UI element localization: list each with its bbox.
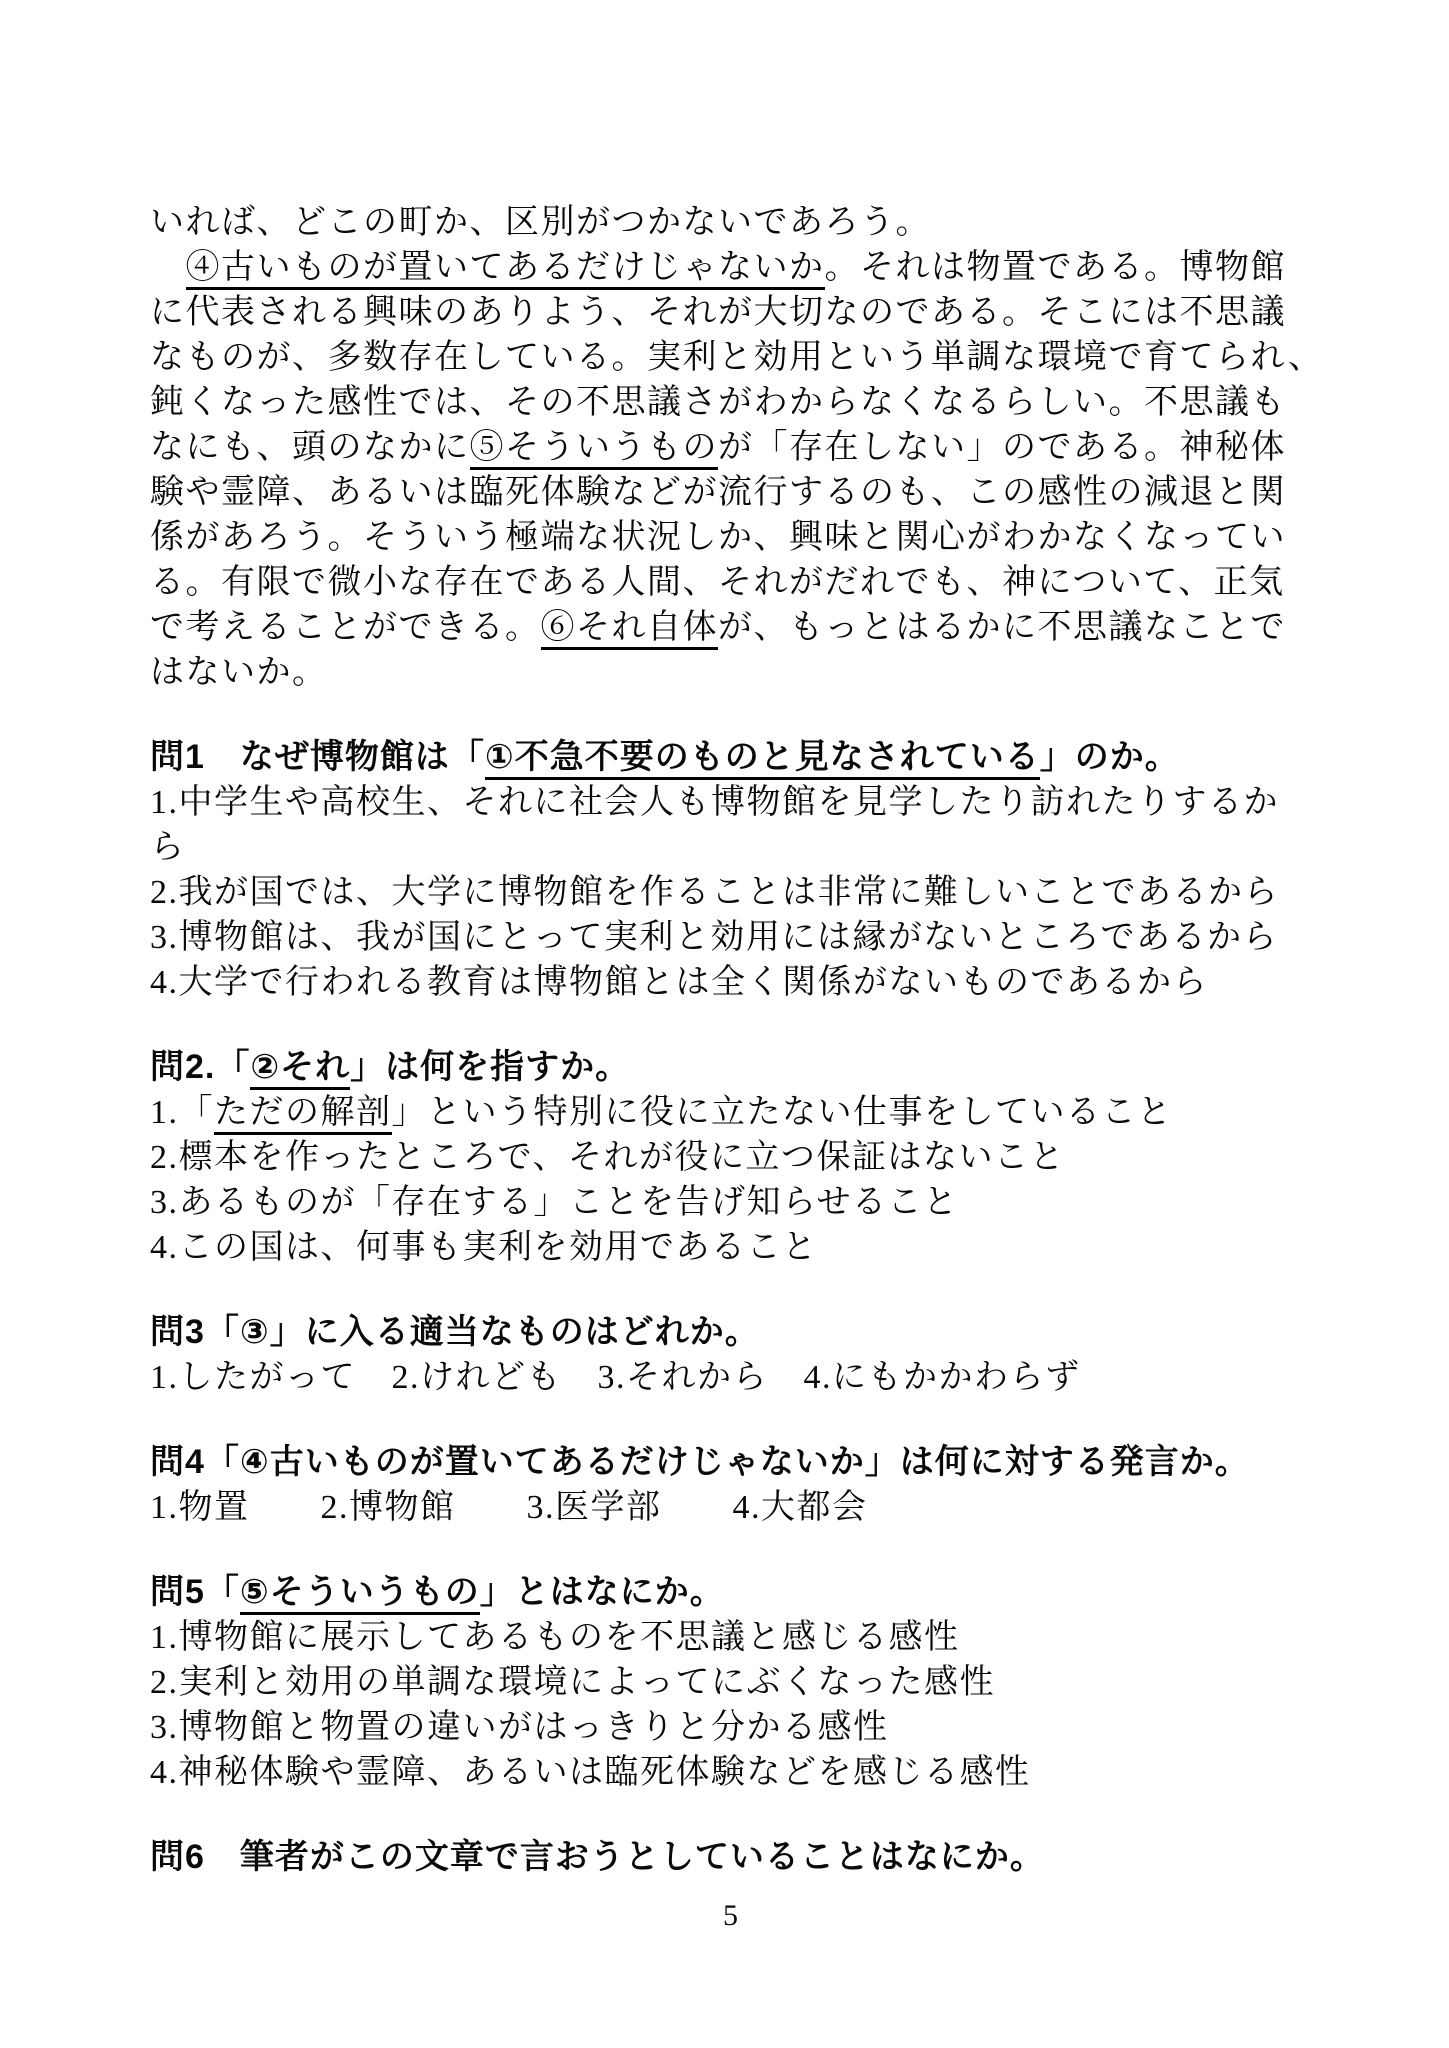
question-block-1	[150, 735, 1311, 1005]
question-block-4	[150, 1440, 1311, 1530]
option-line	[150, 1090, 1311, 1135]
text-segment: 」は何を指すか。	[350, 1048, 631, 1086]
option-line	[150, 1615, 1311, 1660]
text-segment: 」という特別に役に立たない仕事をしていること	[391, 1094, 1173, 1131]
option-line	[150, 1135, 1311, 1180]
option-line	[150, 1180, 1311, 1225]
text-segment: 4.この国は、何事も実利を効用であること	[150, 1229, 818, 1266]
text-segment: 1.博物館に展示してあるものを不思議と感じる感性	[150, 1619, 960, 1656]
passage-line	[150, 470, 1311, 515]
question-heading	[150, 1570, 1311, 1615]
text-segment: 3.博物館と物置の違いがはっきりと分かる感性	[150, 1709, 889, 1746]
text-segment: 2.標本を作ったところで、それが役に立つ保証はないこと	[150, 1139, 1065, 1176]
option-line	[150, 1705, 1311, 1750]
option-line	[150, 870, 1311, 915]
question-block-3	[150, 1310, 1311, 1400]
passage-line	[150, 605, 1311, 650]
passage-line	[150, 245, 1311, 290]
question-block-6	[150, 1835, 1311, 1880]
passage-line	[150, 425, 1311, 470]
underlined-phrase: ただの解剖	[214, 1094, 392, 1135]
text-segment: 験や霊障、あるいは臨死体験などが流行するのも、この感性の減退と関	[150, 474, 1286, 511]
text-segment: に代表される興味のありよう、それが大切なのである。そこには不思議	[150, 294, 1286, 331]
passage-line	[150, 560, 1311, 605]
question-heading	[150, 1045, 1311, 1090]
question-heading	[150, 1440, 1311, 1485]
question-heading	[150, 1835, 1311, 1880]
option-line	[150, 1355, 1311, 1400]
text-segment: 4.大学で行われる教育は博物館とは全く関係がないものであるから	[150, 964, 1208, 1001]
underlined-phrase: ⑥それ自体	[541, 609, 719, 650]
passage-line	[150, 380, 1311, 425]
text-segment: 2.実利と効用の単調な環境によってにぶくなった感性	[150, 1664, 995, 1701]
passage-line	[150, 515, 1311, 560]
text-segment: いれば、どこの町か、区別がつかないであろう。	[150, 204, 931, 241]
text-segment: なものが、多数存在している。実利と効用という単調な環境で育てられ、	[150, 339, 1324, 376]
option-line	[150, 1750, 1311, 1795]
text-segment: 鈍くなった感性では、その不思議さがわからなくなるらしい。不思議も	[150, 384, 1286, 421]
text-segment: なにも、頭のなかに	[150, 429, 470, 466]
text-segment: 問4「④古いものが置いてあるだけじゃないか」は何に対する発言か。	[150, 1443, 1250, 1481]
option-line	[150, 960, 1311, 1005]
text-segment: 1.物置 2.博物館 3.医学部 4.大都会	[150, 1489, 868, 1526]
text-segment: 。それは物置である。博物館	[824, 249, 1286, 286]
text-segment: 」のか。	[1039, 738, 1180, 776]
text-segment: 1.中学生や高校生、それに社会人も博物館を見学したり訪れたりするから	[150, 784, 1279, 866]
passage	[150, 200, 1324, 695]
text-segment: 1.「	[150, 1094, 214, 1131]
text-segment: る。有限で微小な存在である人間、それがだれでも、神について、正気	[150, 564, 1285, 601]
text-segment: はないか。	[150, 654, 328, 691]
text-segment: 問3「③」に入る適当なものはどれか。	[150, 1313, 760, 1351]
question-block-2	[150, 1045, 1311, 1270]
text-segment: 4.神秘体験や霊障、あるいは臨死体験などを感じる感性	[150, 1754, 1031, 1791]
option-line	[150, 915, 1311, 960]
text-segment: 1.したがって 2.けれども 3.それから 4.にもかかわらず	[150, 1359, 1081, 1396]
question-block-5	[150, 1570, 1311, 1795]
option-line	[150, 780, 1311, 870]
underlined-phrase: ①不急不要のものと見なされている	[485, 738, 1040, 780]
option-line	[150, 1225, 1311, 1270]
text-segment: 問6 筆者がこの文章で言おうとしていることはなにか。	[150, 1838, 1045, 1876]
text-segment: 2.我が国では、大学に博物館を作ることは非常に難しいことであるから	[150, 874, 1279, 911]
text-segment: 3.博物館は、我が国にとって実利と効用には縁がないところであるから	[150, 919, 1278, 956]
text-segment	[150, 249, 186, 286]
text-segment: 」とはなにか。	[479, 1573, 725, 1611]
passage-line	[150, 290, 1311, 335]
text-segment: 係があろう。そういう極端な状況しか、興味と関心がわかなくなってい	[150, 519, 1286, 556]
option-line	[150, 1485, 1311, 1530]
question-heading	[150, 735, 1311, 780]
question-heading	[150, 1310, 1311, 1355]
underlined-phrase: ②それ	[250, 1048, 350, 1090]
option-line	[150, 1660, 1311, 1705]
passage-line	[150, 335, 1324, 380]
text-segment: が「存在しない」のである。神秘体	[718, 429, 1286, 466]
underlined-phrase: ⑤そういうもの	[240, 1573, 480, 1615]
questions-section	[150, 735, 1311, 1880]
text-segment: が、もっとはるかに不思議なことで	[718, 609, 1286, 646]
text-segment: で考えることができる。	[150, 609, 541, 646]
text-segment: 問2.「	[150, 1048, 251, 1086]
passage-line	[150, 650, 1311, 695]
underlined-phrase: ④古いものが置いてあるだけじゃないか	[186, 249, 825, 290]
text-segment: 問1 なぜ博物館は「	[150, 738, 485, 776]
page-number: 5	[723, 1899, 738, 1932]
underlined-phrase: ⑤そういうもの	[470, 429, 719, 470]
text-segment: 問5「	[150, 1573, 240, 1611]
passage-line	[150, 200, 1311, 245]
text-segment: 3.あるものが「存在する」ことを告げ知らせること	[150, 1184, 959, 1221]
